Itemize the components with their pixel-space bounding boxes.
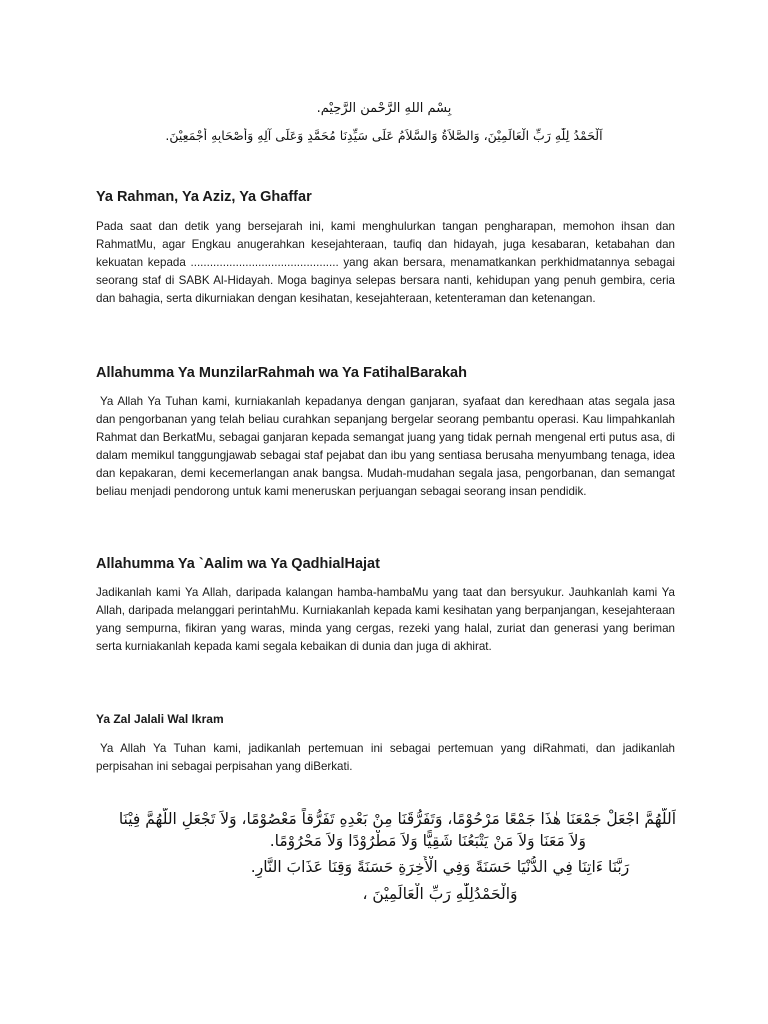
section-paragraph-zal-jalali: Ya Allah Ya Tuhan kami, jadikanlah pertemuan ini sebagai pertemuan yang diRahmati, dan jadikanlah perpisahan ini sebagai perpisahan yang diBerkati. (96, 742, 675, 773)
section-heading-munzilar-rahmah: Allahumma Ya MunzilarRahmah wa Ya FatihalBarakah (96, 365, 467, 381)
section-paragraph-aalim: Jadikanlah kami Ya Allah, daripada kalangan hamba-hambaMu yang taat dan bersyukur. Jauhkanlah kami Ya Allah, daripada melanggari perintahMu. Kurniakanlah kepada kami kesihatan yang berpanjangan, kesejahteraan yang sempurna, fikiran yang waras, minda yang cergas, rezeki yang halal, zuriat dan generasi yang beriman serta kurniakanlah kepada kami segala kebaikan di dunia dan juga di akhirat. (96, 586, 675, 653)
section-heading-ya-rahman: Ya Rahman, Ya Aziz, Ya Ghaffar (96, 189, 312, 205)
section-heading-aalim: Allahumma Ya `Aalim wa Ya QadhialHajat (96, 556, 380, 572)
closing-doa-line-4: وَالْحَمْدُلِلّٰهِ رَبِّ الْعَالَمِيْنَ ، (362, 885, 518, 903)
section-paragraph-ya-rahman: Pada saat dan detik yang bersejarah ini, kami menghulurkan tangan pengharapan, memohon ihsan dan RahmatMu, agar Engkau anugerahkan kesejahteraan, taufiq dan hidayah, juga kesabaran, ketabahan dan kekuatan kepada .............................................. yang akan bersara, menamatkankan perkhidmatannya sebagai seorang staf di SABK Al-Hidayah. Moga baginya selepas bersara nanti, kehidupan yang penuh gembira, ceria dan bahagia, serta dikurniakan dengan kesihatan, kesejahteraan, ketenteraman dan ketenangan. (96, 220, 675, 305)
closing-doa-line-1: اَللَّهُمَّ اجْعَلْ جَمْعَنَا هٰذَا جَمْعًا مَرْحُوْمًا، وَتَفَرُّقَنَا مِنْ بَعْدِهِ تَفَرُّقاً مَعْصُوْمًا، وَلاَ تَجْعَلِ اللَّهُمَّ فِيْنَا (118, 810, 676, 828)
closing-doa-line-3: رَبَّنَا ءَاتِنَا فِي الدُّنْيَا حَسَنَةً وَفِي الْأَخِرَةِ حَسَنَةً وَقِنَا عَذَابَ النَّارِ. (250, 858, 630, 876)
hamdalah-line: اَلْحَمْدُ لِلّٰهِ رَبِّ الْعَالَمِيْنَ، وَالصَّلاَةُ وَالسَّلاَمُ عَلَى سَيِّدِنَا مُحَمَّدٍ وَعَلَى آلِهِ وَأَصْحَابِهِ أَجْمَعِيْنَ. (165, 128, 603, 143)
bismillah-line: بِسْمِ اللهِ الرَّحْمنِ الرَّحِيْمِ. (316, 101, 452, 116)
section-heading-zal-jalali: Ya Zal Jalali Wal Ikram (96, 712, 224, 726)
section-paragraph-munzilar-rahmah: Ya Allah Ya Tuhan kami, kurniakanlah kepadanya dengan ganjaran, syafaat dan keredhaan atas segala jasa dan pengorbanan yang telah beliau curahkan sepanjang bergelar seorang pembantu operasi. Kau limpahkanlah Rahmat dan BerkatMu, sebagai ganjaran kepada semangat juang yang tidak pernah mengenal erti putus asa, di dalam memikul tanggungjawab sebagai staf pejabat dan ibu yang sentiasa berusaha menyumbang tenaga, idea dan kepakaran, demi kecemerlangan anak bangsa. Mudah-mudahan segala jasa, pengorbanan, dan semangat beliau menjadi pendorong untuk kami meneruskan perjuangan sebagai seorang insan pendidik. (96, 395, 675, 498)
closing-doa-line-2: وَلاَ مَعَنَا وَلاَ مَنْ يَتْبَعُنَا شَقِيًّا وَلاَ مَطْرُوْدًا وَلاَ مَحْرُوْمًا. (269, 832, 586, 850)
